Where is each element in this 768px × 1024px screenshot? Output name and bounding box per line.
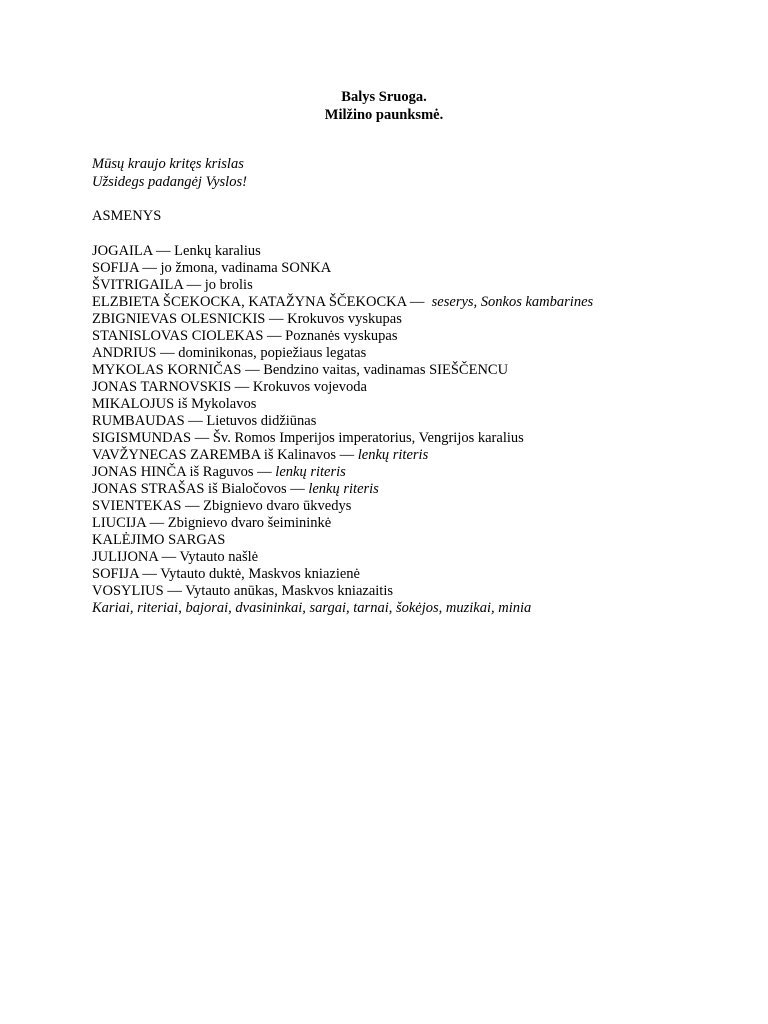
cast-row — [92, 566, 752, 583]
character-description: Krokuvos vojevoda — [249, 379, 367, 395]
character-description: iš Mykolavos — [174, 396, 257, 412]
character-description: Lietuvos didžiūnas — [202, 413, 317, 429]
character-name: RUMBAUDAS — — [92, 413, 203, 429]
cast-row — [92, 243, 752, 260]
character-name: SOFIJA — — [92, 260, 157, 276]
character-description: Šv. Romos Imperijos imperatorius, Vengrijos karalius — [209, 430, 524, 446]
epigraph-line: Užsidegs padangėj Vyslos! — [92, 173, 247, 190]
character-description: jo brolis — [201, 277, 253, 293]
character-name: JONAS TARNOVSKIS — — [92, 379, 250, 395]
cast-row — [92, 481, 752, 498]
character-role-italic: lenkų riteris — [357, 447, 429, 463]
character-role-italic: lenkų riteris — [275, 464, 346, 480]
character-name: MYKOLAS KORNIČAS — — [92, 362, 260, 378]
character-description: Vytauto duktė, Maskvos kniazienė — [156, 566, 360, 582]
character-description: Krokuvos vyskupas — [283, 311, 402, 327]
character-description: Vytauto anūkas, Maskvos kniazaitis — [181, 583, 393, 599]
character-name: ANDRIUS — — [92, 345, 175, 361]
character-name: VOSYLIUS — — [92, 583, 182, 599]
play-title: Milžino paunksmė. — [324, 106, 444, 123]
cast-row — [92, 396, 752, 413]
cast-row — [92, 447, 752, 464]
character-description: dominikonas, popiežiaus legatas — [174, 345, 367, 361]
character-name: MIKALOJUS — [92, 396, 175, 412]
cast-row — [92, 532, 752, 549]
cast-row — [92, 413, 752, 430]
character-name: VAVŽYNECAS ZAREMBA — [92, 447, 261, 463]
character-description: Bendzino vaitas, vadinamas SIEŠČENCU — [259, 362, 509, 378]
character-name: ZBIGNIEVAS OLESNICKIS — — [92, 311, 284, 327]
character-description: Vytauto našlė — [176, 549, 259, 565]
cast-row — [92, 260, 752, 277]
cast-row — [92, 311, 752, 328]
character-description: Zbignievo dvaro ūkvedys — [199, 498, 352, 514]
character-role-italic: seserys, Sonkos kambarines — [431, 294, 594, 310]
title-block — [0, 89, 768, 124]
epigraph — [92, 156, 247, 191]
character-name: ELZBIETA ŠCEKOCKA, KATAŽYNA ŠČEKOCKA — — [92, 294, 425, 310]
character-description — [424, 294, 431, 310]
character-description: Zbignievo dvaro šeimininkė — [164, 515, 332, 531]
character-role-italic: Kariai, riteriai, bajorai, dvasininkai, sargai, tarnai, šokėjos, muzikai, minia — [92, 600, 532, 616]
character-description: iš Bialočovos — — [204, 481, 309, 497]
cast-row — [92, 430, 752, 447]
character-name: LIUCIJA — — [92, 515, 165, 531]
cast-row — [92, 464, 752, 481]
character-description: iš Kalinavos — — [260, 447, 358, 463]
character-name: JOGAILA — — [92, 243, 171, 259]
character-name: ŠVITRIGAILA — — [92, 277, 202, 293]
character-role-italic: lenkų riteris — [308, 481, 379, 497]
character-name: JONAS STRAŠAS — [92, 481, 205, 497]
character-name: JONAS HINČA — [92, 464, 186, 480]
character-name: SOFIJA — — [92, 566, 157, 582]
cast-row — [92, 379, 752, 396]
cast-list — [92, 243, 752, 617]
character-description: Poznanės vyskupas — [281, 328, 398, 344]
character-name: STANISLOVAS CIOLEKAS — — [92, 328, 282, 344]
cast-row — [92, 362, 752, 379]
character-description: jo žmona, vadinama SONKA — [156, 260, 332, 276]
character-description: iš Raguvos — — [185, 464, 276, 480]
cast-row — [92, 328, 752, 345]
cast-row — [92, 583, 752, 600]
cast-row — [92, 515, 752, 532]
character-name: SVIENTEKAS — — [92, 498, 200, 514]
cast-row — [92, 498, 752, 515]
cast-row — [92, 549, 752, 566]
character-description: Lenkų karalius — [170, 243, 261, 259]
epigraph-line: Mūsų kraujo kritęs krislas — [92, 156, 244, 172]
author-line: Balys Sruoga. — [341, 89, 427, 105]
character-name: KALĖJIMO SARGAS — [92, 532, 226, 548]
cast-row — [92, 345, 752, 362]
character-name: JULIJONA — — [92, 549, 177, 565]
character-name: SIGISMUNDAS — — [92, 430, 210, 446]
cast-row — [92, 294, 752, 311]
cast-row — [92, 277, 752, 294]
cast-row — [92, 600, 752, 617]
cast-heading: ASMENYS — [92, 208, 162, 224]
